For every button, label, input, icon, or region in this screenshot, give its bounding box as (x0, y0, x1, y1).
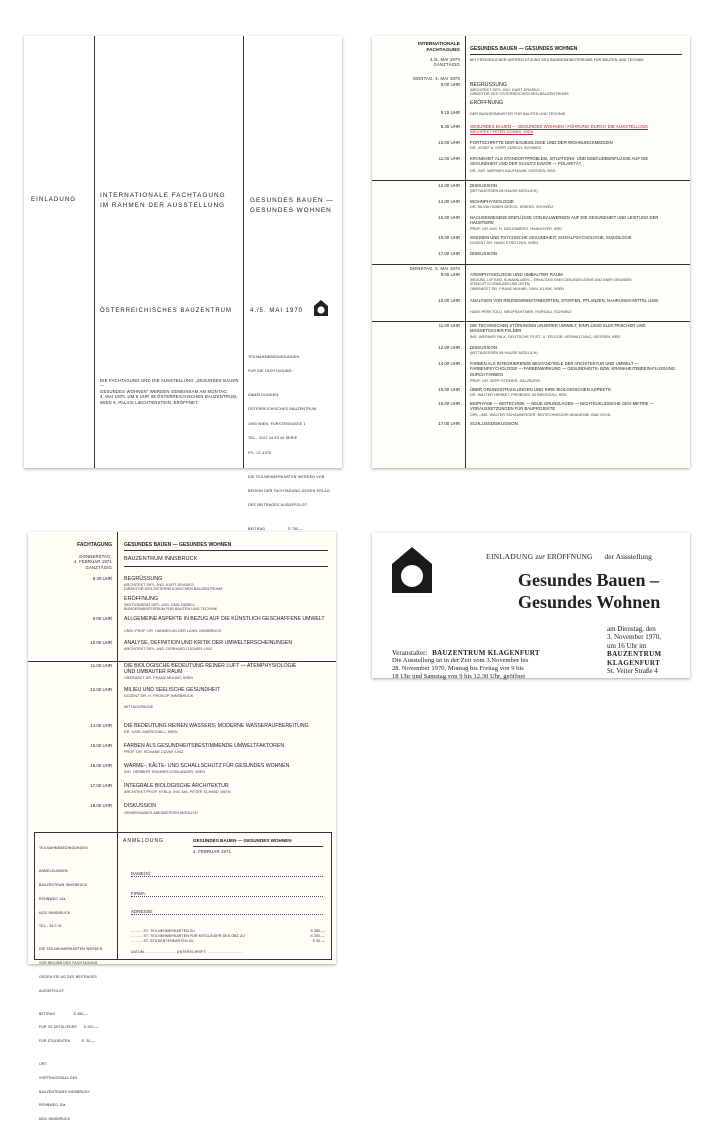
day1-program: 9.00 UHR BEGRÜSSUNG ARCHITEKT DIPL.-ING. KURT JIRASKO DIREKTOR DES ÖSTERREICHISCHEN BAUZENTRUMS ERÖFFNUNG 9.15 UHR DER BUNDESMINISTER FÜR BAUTEN UND TECHNIK 9.30 UHR GESUNDES BAUEN — GESUNDES WOHNEN / FÜHRUNG DURCH DIE AUSSTELLUNG ARCHITEKT PETER SCHMID, WIEN 10.00 UHR FORTSCHRITTE DER BAUBIOLOGIE UND DER WOHNUNGSMEDIZIN DR. JOSEF A. KÖPP, ZÜRICH, SCHWEIZ 11.00 UHR KRANKHEIT ALS STANDORTPROBLEM, SITUATIONS- UND GEBÄUDEEINFLÜSSE AUF DIE GESUNDHEIT UND DER SCHUTZ DAVOR — POLARITÄT DR. JUR. WERNER KAUFMANN, GIESSEN, BRD 12.00 UHR DISKUSSION (MITTAGESSEN IM HAUSE MÖGLICH) 14.00 UHR WOHNPHYSIOLOGIE DR. SILVIA HUBER-DEECK, KRIENS, SCHWEIZ 15.00 UHR NACHGEWIESENE EINFLÜSSE VON BAUWERKEN AUF DIE GESUNDHEIT UND LEISTUNG DER HAUSTIERE PROF. DR.-ING. H. DIELENBERG, HANNOVER, BRD 16.00 UHR WOHNEN UND PSYCHISCHE GESUNDHEIT, SOZIALPSYCHOLOGIE, SOZIOLOGIE DOZENT DR. HANS STROTZKA, WIEN 17.00 UHR DISKUSSION DIENSTAG, 5. MAI 1970 9.00 UHR ATEMPHYSIOLOGIE UND UMBAUTER RAUM (HEIZUNG, LÜFTUNG, KLIMAANLAGEN — ERHALTUNG EINES GESUNDEN ATEMS UND EINER GESUNDEN ATEMLUFT IN GEBÄUDEN UND ORTEN) OBERARZT DR. FRANZ MUHAR, UNIV.-KLINIK, WIEN 10.00 UHR ANALYSEN VON REIZGEWINNSTANDORTEN, STOFFEN, PFLANZEN, NAHRUNGS-MITTEL USW. HANS PERKTOLD, NEUFRAHTMER, HORGAU, SCHWEIZ 11.00 UHR DIE TECHNISCHEN STÖRUNGEN UNSERER UMWELT, EINFLÜSSE ELEKTRISCHER UND MAGNETISCHER FELDER ING. WERNER FALK, DEUTSCHE POST- U. TELEGR.-VERWALTUNG, GIESSEN, BRD 12.00 UHR DISKUSSION (MITTAGESSEN IM HAUSE MÖGLICH) 14.00 UHR FARBEN ALS INTEGRIERENDE BESTANDTEILE DER ARCHITEKTUR UND UMWELT — FARBENPSYCHOLOGIE — FARBENWIRKUNG — GESUNDHEITS- BZW. KRANKHEITSBEEIN-FLUSSUNG DURCH FARBEN PROF. DR. SEPP STEINER, SALZBURG 15.00 UHR ÜBER GRUNDSTRAHLUNGEN UND IHRE BIOLOGISCHEN ASPEKTE DR. WALTER HERBST, FREIBURG IM BREISGAU, BRD 16.00 UHR BIOPHYSIK — BIOTECHNIK — NEUE GRUNDLAGEN — NICHTEUKLIDISCHE GEO-METRIE — VORAUSSETZUNGEN FÜR BAUPROJEKTE DIPL.-ING. WALTER SCHAUBERGER, BIOTECHNISCHE AKADEMIE, BAD ISCHL 17.00 UHR SCHLUSSDISKUSSION (372, 82, 690, 431)
program-title: DISKUSSION (470, 251, 498, 256)
address-field[interactable]: ADRESSE: (131, 909, 323, 915)
program-header-left: FACHTAGUNG (77, 542, 112, 548)
program-title: WOHNEN UND PSYCHISCHE GESUNDHEIT, SOZIALPSYCHOLOGIE, SOZIOLOGIE (470, 235, 632, 240)
program-title: DIE BEDEUTUNG REINEN WASSERS, MODERNE WASSERAUFBEREITUNG (124, 723, 309, 729)
organizer-line: Veranstalter: BAUZENTRUM KLAGENFURT (392, 649, 540, 657)
header-rule (470, 54, 682, 55)
exhibition-title: Gesundes Bauen – Gesundes Wohnen (518, 570, 661, 612)
form-title: ANMELDUNG (123, 838, 164, 844)
program-sheet-1970 (372, 36, 690, 468)
program-title: ÜBER GRUNDSTRAHLUNGEN UND IHRE BIOLOGISCHEN ASPEKTE (470, 387, 612, 392)
program-title: WÄRME-, KÄLTE- UND SCHALLSCHUTZ FÜR GESUNDES WOHNEN (124, 763, 290, 769)
bauzentrum-logo (392, 547, 432, 593)
form-header: GESUNDES BAUEN — GESUNDES WOHNEN (193, 838, 292, 843)
program-title: BEGRÜSSUNG (470, 82, 507, 88)
ticket-options (131, 929, 325, 943)
sponsor-line: MIT FREUNDLICHER UNTERSTÜTZUNG DES BUNDESMINISTERIUMS FÜR BAUTEN UND TECHNIK (470, 58, 644, 62)
program-title: ATEMPHYSIOLOGIE UND UMBAUTER RAUM (470, 272, 563, 277)
registration-form (34, 832, 332, 1122)
signature-line: DATUM: .......................... UNTERSCHRIFT: .............................. (131, 950, 242, 954)
program-title: ALLGEMEINE ASPEKTE IN BEZUG AUF DIE KÜNSTLICH GESCHAFFENE UMWELT (124, 616, 325, 622)
invitation-sheet-1970 (24, 36, 342, 532)
program-sheet-1971 (28, 532, 336, 1122)
date-label: DONNERSTAG, 4. FEBRUAR 1971 GANZTÄGIG (73, 554, 112, 570)
opening-hours: Die Ausstellung ist in der Zeit vom 3.November bis 28. November 1970, Montag bis Freitag von 9 bis 18 Uhr und Samstag von 9 his 12.30 Uhr, geöffnet (392, 657, 529, 681)
conditions-block: TEILNAHMEBEDINGUNGEN FÜR DIE FACHTAGUNG: ANMELDUNGEN: ÖSTERREICHISCHES BAUZENTRUM 1090 WIEN, FÜRSTENGASSE 1 TEL.: 0222 34 83 44 SERIE FS.: 07-4376 DIE TEILNEHMERKARTEN WERDEN VOR BEGINN DER FACHTAGUNG GEGEN ERLAG DES BEITRAGES AUSGEFOLGT. BEITRAG S 750,— (248, 354, 330, 532)
opening-invitation-card (372, 533, 690, 681)
exhibition-title: GESUNDES BAUEN — GESUNDES WOHNEN (250, 197, 334, 214)
program-header-left: INTERNATIONALE FACHTAGUNG (417, 42, 460, 53)
program-title: ANALYSE, DEFINITION UND KRITIK DER UMWELTERSCHEINUNGEN (124, 640, 293, 646)
divider-left (94, 36, 95, 468)
event-date: 4./5. MAI 1970 (250, 308, 304, 314)
program-title: DIE BIOLOGISCHE BEDEUTUNG REINER LUFT — ATEMPHYSIOLOGIE UND UMBAUTER RAUM (124, 663, 297, 676)
form-conditions: TEILNAHMEBEDINGUNGEN: ANMELDUNGEN: BAUZENTRUM INNSBRUCK RENNWEG 10a 6020 INNSBRUCK TEL.: 26 0 31 DIE TEILNEHMERKARTEN WERDEN VOR BEGINN DER FACHTAGUNG GEGEN ERLAG DES BEITRAGES AUSGEFOLGT. BEITRAG S 380,— FÜR ÖZ-MITGLIEDER S 200,— FÜR STUDENTEN S 30,— ORT: VORTRAGSSAAL DES BAUZENTRUMS INNSBRUCK RENNWEG 10a 6020 INNSBRUCK (39, 846, 103, 1122)
day2-label: DIENSTAG, 5. MAI 1970 (409, 266, 460, 271)
ticket-row: .......... ST. STUDENTENKARTEN ZU S 30,— (131, 938, 325, 943)
program-title: ERÖFFNUNG (124, 596, 159, 602)
program-title: WOHNPHYSIOLOGIE (470, 199, 514, 204)
event-details: am Dienstag, den 3. November 1970, um 16 Uhr im BAUZENTRUM KLAGENFURT St. Veiter Straße 4 (607, 625, 662, 676)
conference-title: INTERNATIONALE FACHTAGUNG IM RAHMEN DER AUSSTELLUNG (100, 192, 226, 209)
program-title: ANALYSEN VON REIZGEWINNSTANDORTEN, STOFFEN, PFLANZEN, NAHRUNGS-MITTEL USW. (470, 298, 659, 303)
opening-note: DIE FACHTAGUNG UND DIE AUSSTELLUNG „GESUNDES BAUEN — GESUNDES WOHNEN" WERDEN GEMEINSAM AM MONTAG, 4. MAI 1970, UM 9 UHR IM ÖSTERREICHISCHEN BAUZENTRUM, WIEN 9, PALAIS LIECHTENSTEIN, ERÖFFNET. (100, 378, 239, 405)
program-title: DISKUSSION (124, 803, 156, 809)
company-field[interactable]: FIRMA: (131, 891, 323, 897)
bauzentrum-logo (314, 300, 328, 316)
organizer-name: ÖSTERREICHISCHES BAUZENTRUM (100, 308, 233, 314)
form-date: 4. FEBRUAR 1971 (193, 849, 232, 854)
program-title: DISKUSSION (470, 183, 498, 188)
program-title: SCHLUSSDISKUSSION (470, 421, 518, 426)
invitation-line: EINLADUNG zur ERÖFFNUNG der Ausstellung (486, 552, 652, 561)
ticket-row: .......... ST. TEILNEHMERKARTEN FÜR MITGLIEDER DES ÖBZ ZU S 200,— (131, 933, 325, 938)
program-title: DISKUSSION (470, 345, 498, 350)
program-title: BIOPHYSIK — BIOTECHNIK — NEUE GRUNDLAGEN — NICHTEUKLIDISCHE GEO-METRIE — VORAUSSETZUNGEN FÜR BAUPROJEKTE (470, 401, 654, 412)
program-title: FORTSCHRITTE DER BAUBIOLOGIE UND DER WOHNUNGSMEDIZIN (470, 140, 613, 145)
program-title: KRANKHEIT ALS STANDORTPROBLEM, SITUATIONS- UND GEBÄUDEEINFLÜSSE AUF DIE GESUNDHEIT UND DER SCHUTZ DAVOR — POLARITÄT (470, 156, 649, 167)
program-list-1971: 8.30 UHR BEGRÜSSUNG ARCHITEKT DIPL.-ING. KURT JIRASKO DIREKTOR DES ÖSTERREICHISCHEN BAUZENTRUMS ERÖFFNUNG SEKTIONSRAT DIPL.-ING. EMIL DÜBELL BUNDESMINISTERIUM FÜR BAUTEN UND TECHNIK 9.00 UHR ALLGEMEINE ASPEKTE IN BEZUG AUF DIE KÜNSTLICH GESCHAFFENE UMWELT UNIV.-PROF. DR. HANNES AN DER LAHN, INNSBRUCK 10.00 UHR ANALYSE, DEFINITION UND KRITIK DER UMWELTERSCHEINUNGEN ARCHITEKT DIPL.-ING. GERHARD LUGNER, LINZ 11.00 UHR DIE BIOLOGISCHE BEDEUTUNG REINER LUFT — ATEMPHYSIOLOGIE UND UMBAUTER RAUM OBERARZT DR. FRANZ MUHAR, WIEN 12.00 UHR MILIEU UND SEELISCHE GESUNDHEIT DOZENT DR. H. PROKOP, INNSBRUCK MITTAGSPAUSE 14.00 UHR DIE BEDEUTUNG REINEN WASSERS, MODERNE WASSERAUFBEREITUNG DR. KARL MARSCHALL, WIEN 15.00 UHR FARBEN ALS GESUNDHEITSBESTIMMENDE UMWELTFAKTOREN PROF. DR. ROXANE CUVAY, LINZ 16.00 UHR WÄRME-, KÄLTE- UND SCHALLSCHUTZ FÜR GESUNDES WOHNEN ING. HERBERT KRAMER-DOBLANDER, WIEN 17.00 UHR INTEGRALE BIOLOGISCHE ARCHITEKTUR ARCHITEKT PROF. HTBLA. ING. MA. PETER SCHMID, WIEN 18.00 UHR DISKUSSION GEMEINSAMES ABENDESSEN MÖGLICH (28, 576, 336, 823)
name-field[interactable]: NAME(N): (131, 871, 323, 877)
program-header-right: GESUNDES BAUEN — GESUNDES WOHNEN (470, 46, 578, 52)
program-header-right: GESUNDES BAUEN — GESUNDES WOHNEN (124, 542, 232, 548)
program-title: NACHGEWIESENE EINFLÜSSE VON BAUWERKEN AUF DIE GESUNDHEIT UND LEISTUNG DER HAUSTIERE (470, 215, 659, 226)
header-rule (124, 550, 328, 551)
program-title: MILIEU UND SEELISCHE GESUNDHEIT (124, 687, 220, 693)
highlighted-talk: GESUNDES BAUEN — GESUNDES WOHNEN / FÜHRUNG DURCH DIE AUSSTELLUNG (470, 124, 649, 129)
day1-label: MONTAG, 4. MAI 1970 (413, 76, 460, 81)
divider-right (243, 36, 244, 468)
location: BAUZENTRUM INNSBRUCK (124, 556, 198, 562)
program-title: FARBEN ALS GESUNDHEITSBESTIMMENDE UMWELTFAKTOREN (124, 743, 285, 749)
program-title: DIE TECHNISCHEN STÖRUNGEN UNSERER UMWELT, EINFLÜSSE ELEKTRISCHER UND MAGNETISCHER FELDER (470, 323, 646, 334)
date-range: 4./5. MAI 1970 GANZTÄGIG (429, 57, 460, 68)
program-title: ERÖFFNUNG (470, 100, 503, 106)
program-title: FARBEN ALS INTEGRIERENDE BESTANDTEILE DER ARCHITEKTUR UND UMWELT — FARBENPSYCHOLOGIE — FARBENWIRKUNG — GESUNDHEITS- BZW. KRANKHEITSBEEIN-FLUSSUNG DURCH FARBEN (470, 361, 675, 377)
program-title: BEGRÜSSUNG (124, 576, 163, 582)
program-title: INTEGRALE BIOLOGISCHE ARCHITEKTUR (124, 783, 229, 789)
ticket-row: .......... ST. TEILNEHMERKARTEN ZU S 380,— (131, 929, 325, 933)
invitation-label: EINLADUNG (31, 196, 77, 203)
